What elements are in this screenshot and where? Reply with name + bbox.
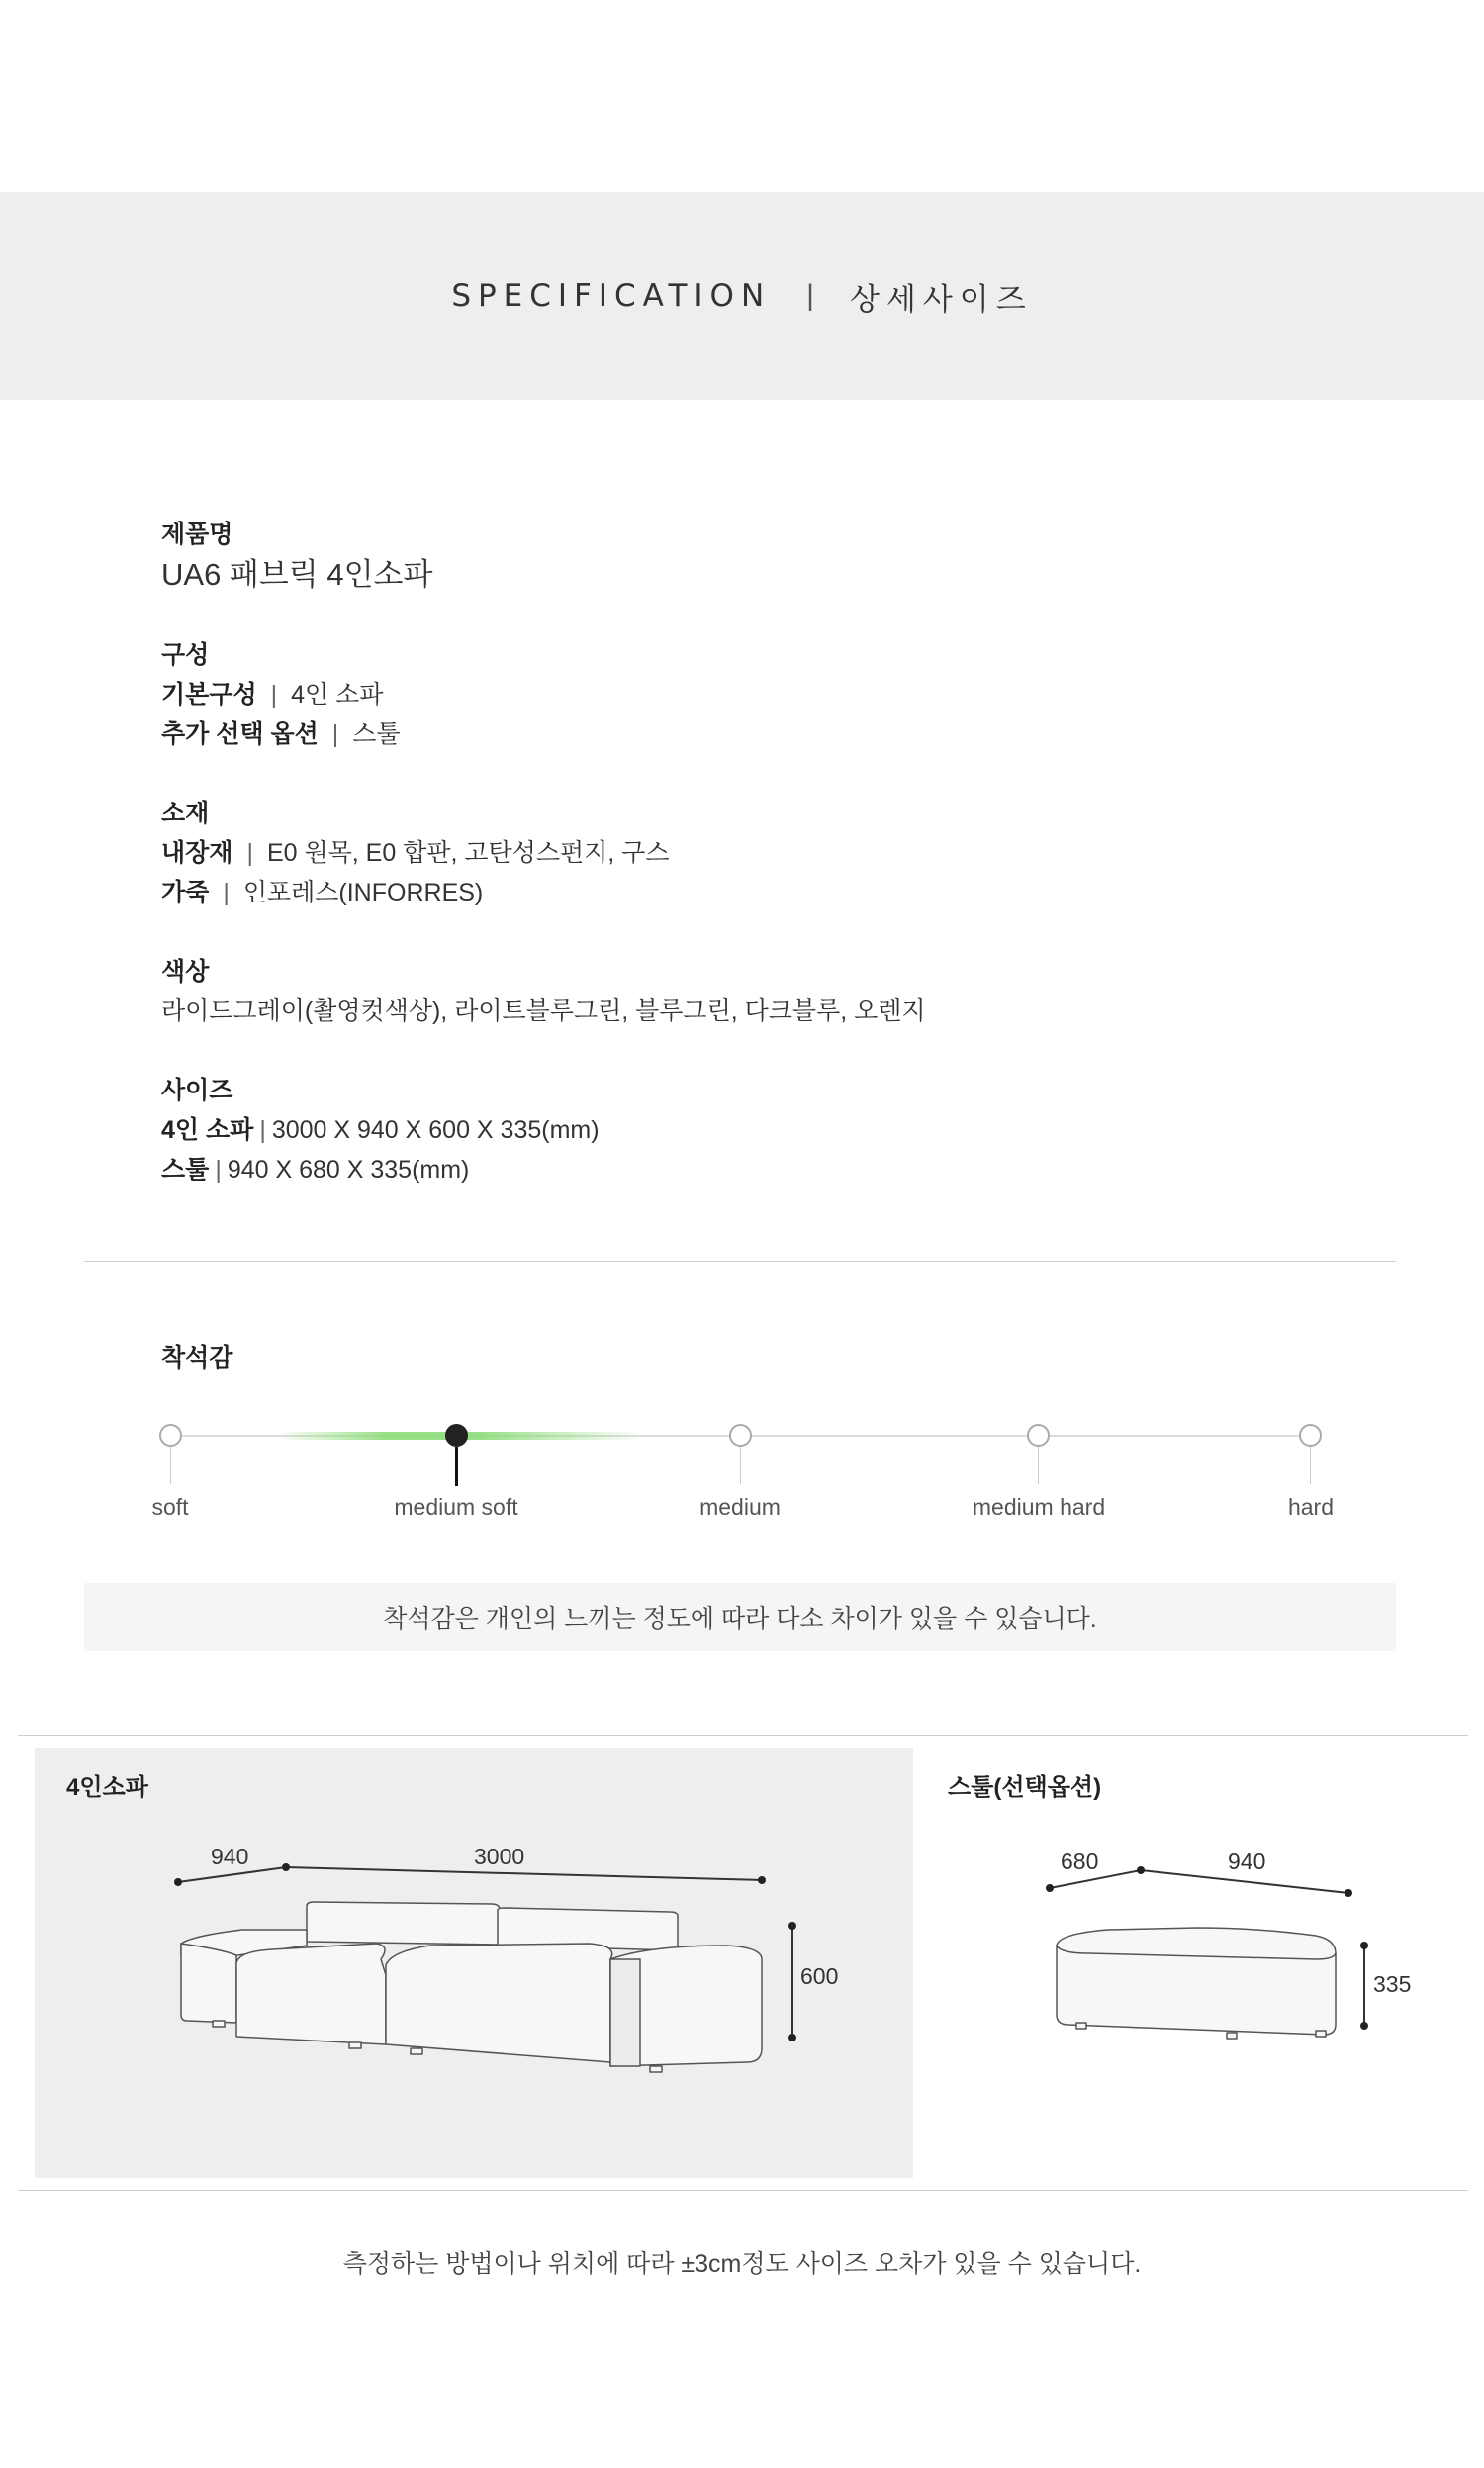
divider [18, 2190, 1468, 2191]
size-key: 4인 소파 [161, 1116, 254, 1144]
pipe-divider: | [331, 720, 339, 748]
composition-value: 스툴 [352, 720, 401, 748]
composition-key: 추가 선택 옵션 [161, 720, 319, 748]
size-row-stool [161, 1150, 1348, 1189]
pipe-divider: | [215, 1156, 222, 1184]
spec-separator: | [806, 279, 814, 312]
composition-group [161, 635, 1348, 754]
seating-label: 착석감 [161, 1344, 233, 1372]
scale-label-medium: medium [699, 1494, 781, 1520]
spec-subtitle: 상세사이즈 [849, 281, 1033, 318]
composition-row-option [161, 714, 1348, 754]
scale-label-medium-hard: medium hard [972, 1494, 1106, 1520]
composition-label: 구성 [161, 641, 210, 669]
seating-scale [0, 1405, 1484, 1544]
pipe-divider: | [259, 1116, 266, 1144]
scale-tick-selected [455, 1447, 458, 1486]
footer-note: 측정하는 방법이나 위치에 따라 ±3cm정도 사이즈 오차가 있을 수 있습니다. [342, 2250, 1142, 2278]
sofa-height-label: 600 [800, 1963, 839, 1989]
spec-banner [0, 192, 1484, 400]
product-name-label: 제품명 [161, 521, 233, 548]
color-group [161, 952, 1348, 1031]
size-group [161, 1071, 1348, 1189]
scale-label-soft: soft [151, 1494, 189, 1520]
size-row-sofa [161, 1110, 1348, 1150]
material-label: 소재 [161, 800, 210, 827]
size-value: 3000 X 940 X 600 X 335(mm) [271, 1116, 600, 1144]
material-value: 인포레스(INFORRES) [242, 879, 484, 906]
material-key: 내장재 [161, 839, 233, 867]
scale-tick [740, 1447, 741, 1484]
pipe-divider: | [246, 839, 253, 867]
material-row-inner [161, 833, 1348, 873]
size-key: 스툴 [161, 1156, 210, 1184]
stool-depth-label: 680 [1061, 1849, 1099, 1874]
material-key: 가죽 [161, 879, 210, 906]
sofa-line-drawing [35, 1748, 913, 2178]
scale-tick [1310, 1447, 1311, 1484]
color-label: 색상 [161, 958, 210, 986]
product-name-value: UA6 패브릭 4인소파 [161, 557, 433, 592]
spec-title: SPECIFICATION [451, 278, 772, 314]
composition-key: 기본구성 [161, 681, 257, 709]
scale-dot-medium [729, 1424, 752, 1447]
scale-tick [1038, 1447, 1039, 1484]
stool-diagram-label: 스툴(선택옵션) [948, 1774, 1102, 1801]
scale-dot-medium-soft [445, 1424, 468, 1447]
composition-value: 4인 소파 [291, 681, 384, 709]
scale-dot-hard [1299, 1424, 1322, 1447]
divider [84, 1261, 1396, 1262]
scale-label-medium-soft: medium soft [394, 1494, 518, 1520]
pipe-divider: | [223, 879, 230, 906]
composition-row-basic [161, 675, 1348, 714]
scale-label-hard: hard [1287, 1494, 1335, 1520]
material-group [161, 794, 1348, 912]
material-value: E0 원목, E0 합판, 고탄성스펀지, 구스 [266, 839, 670, 867]
product-info [161, 515, 1348, 1229]
material-row-leather [161, 873, 1348, 912]
size-label: 사이즈 [161, 1077, 233, 1104]
color-value: 라이드그레이(촬영컷색상), 라이트블루그린, 블루그린, 다크블루, 오렌지 [161, 997, 926, 1025]
scale-dot-medium-hard [1027, 1424, 1050, 1447]
scale-dot-soft [159, 1424, 182, 1447]
sofa-diagram-panel [35, 1748, 913, 2178]
sofa-width-label: 3000 [474, 1844, 525, 1869]
product-name-group [161, 515, 1348, 596]
scale-tick [170, 1447, 171, 1484]
stool-height-label: 335 [1373, 1971, 1412, 1997]
divider [18, 1735, 1468, 1736]
sofa-depth-label: 940 [211, 1844, 249, 1869]
size-value: 940 X 680 X 335(mm) [227, 1156, 470, 1184]
stool-line-drawing [1029, 1831, 1425, 2088]
seating-note: 착석감은 개인의 느끼는 정도에 따라 다소 차이가 있을 수 있습니다. [84, 1583, 1396, 1651]
pipe-divider: | [270, 681, 278, 709]
sofa-diagram-label: 4인소파 [66, 1774, 148, 1801]
stool-width-label: 940 [1228, 1849, 1266, 1874]
